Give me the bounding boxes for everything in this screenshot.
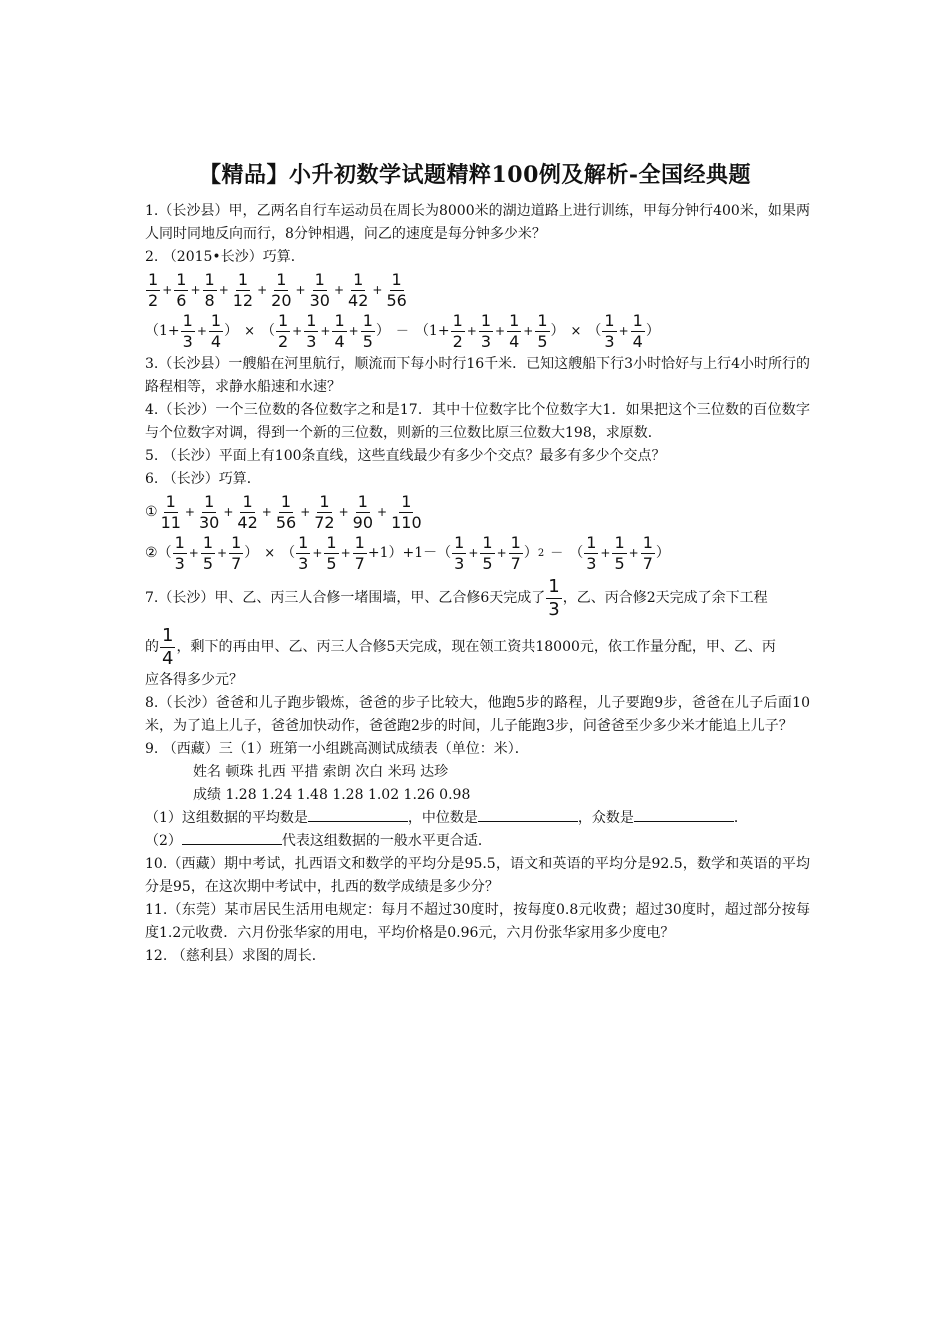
page-title: 【精品】小升初数学试题精粹100例及解析-全国经典题: [198, 162, 752, 188]
fraction: [269, 271, 293, 310]
plus-sign: +: [162, 283, 173, 297]
fraction: [159, 493, 183, 532]
question-2-label: 2. （2015•长沙）巧算．: [145, 249, 305, 265]
plus-sign: +: [257, 283, 268, 297]
fraction-numerator: 1: [182, 311, 193, 330]
plus-sign: +: [628, 546, 639, 560]
fraction-numerator: 1: [237, 270, 249, 289]
fraction: [479, 312, 493, 351]
question-7-text-d: ，剩下的再由甲、乙、丙三人合修5天完成，现在领工资共18000元，依工作量分配，甲、乙、丙: [176, 639, 776, 655]
fraction-denominator: 3: [548, 599, 560, 620]
fraction-numerator: 1: [632, 311, 643, 330]
open-paren: （: [260, 323, 275, 339]
fraction-denominator: 12: [232, 291, 254, 310]
fraction-denominator: 8: [204, 291, 215, 310]
fraction: [384, 271, 408, 310]
blank-representative[interactable]: [182, 830, 282, 845]
q9-s1a: （1）这组数据的平均数是: [145, 810, 308, 826]
question-7-text-a: 7.（长沙）甲、乙、丙三人合修一堵围墙，甲、乙合修6天完成了: [145, 590, 546, 606]
fraction-denominator: 42: [348, 291, 369, 310]
fraction: [324, 534, 338, 573]
close-paren: ）: [224, 323, 239, 339]
fraction-denominator: 3: [182, 332, 193, 351]
fraction-denominator: 72: [314, 513, 335, 532]
fraction-numerator: 1: [334, 311, 345, 330]
fraction-numerator: 1: [204, 492, 215, 511]
fraction-denominator: 56: [386, 291, 407, 310]
close-paren: ）: [645, 323, 660, 339]
question-7-text-c: 的: [145, 639, 159, 655]
plus-sign: +: [223, 505, 234, 519]
question-list: [145, 200, 810, 968]
times-sign: ×: [244, 324, 255, 339]
fraction-numerator: 1: [174, 533, 185, 552]
fraction-numerator: 1: [362, 311, 373, 330]
fraction-denominator: 4: [210, 332, 222, 351]
fraction-denominator: 4: [632, 332, 643, 351]
fraction-numerator: 1: [231, 533, 242, 552]
fraction-numerator: 1: [162, 625, 174, 646]
fraction: [276, 312, 290, 351]
fraction-numerator: 1: [319, 492, 330, 511]
plus-one-minus: +1－: [402, 545, 438, 561]
fraction: [181, 312, 195, 351]
circled-number-2: ②: [145, 545, 158, 561]
plus-sign: +: [333, 283, 345, 297]
fraction: [203, 271, 217, 310]
fraction-numerator: 1: [509, 311, 520, 330]
fraction: [452, 534, 466, 573]
plus-sign: +: [372, 283, 383, 297]
close-paren: ）: [523, 545, 538, 561]
fraction-numerator: 1: [306, 311, 317, 330]
fraction: [201, 534, 215, 573]
fraction-denominator: 5: [202, 554, 213, 573]
fraction-denominator: 11: [160, 513, 181, 532]
fraction-numerator: 1: [548, 576, 560, 597]
fraction: [480, 534, 494, 573]
fraction-denominator: 4: [334, 332, 345, 351]
fraction: [389, 493, 424, 532]
plus-sign: +: [261, 505, 272, 519]
question-6-expression-2: [145, 534, 810, 573]
question-9-label: 9. （西藏）三（1）班第一小组跳高测试成绩表（单位：米）．: [145, 741, 529, 757]
question-9-names-row: 姓名 顿珠 扎西 平措 索朗 次白 米玛 达珍: [193, 764, 449, 780]
fraction-numerator: 1: [314, 270, 325, 289]
question-8: 8.（长沙）爸爸和儿子跑步锻炼，爸爸的步子比较大，他跑5步的路程，儿子要跑9步，爸爸在儿子后面10米，为了追上儿子，爸爸加快动作，爸爸跑2步的时间，儿子能跑3步，问爸爸至少多少米才能追上儿子？: [145, 695, 810, 734]
open-paren: （: [437, 545, 452, 561]
fraction-denominator: 2: [452, 332, 463, 351]
fraction-numerator: 1: [202, 533, 213, 552]
fraction-denominator: 4: [162, 648, 174, 669]
blank-mode[interactable]: [634, 807, 734, 822]
circled-number-1: ①: [145, 504, 158, 520]
fraction-numerator: 1: [586, 533, 597, 552]
fraction-denominator: 20: [271, 291, 292, 310]
close-paren: ）: [375, 323, 390, 339]
fraction-denominator: 3: [454, 554, 465, 573]
fraction-denominator: 5: [537, 332, 548, 351]
question-9-part-2: [145, 830, 810, 853]
fraction-denominator: 30: [309, 291, 330, 310]
fraction: [308, 271, 332, 310]
open-paren: （: [281, 545, 296, 561]
fraction-numerator: 1: [204, 270, 215, 289]
fraction-denominator: 3: [586, 554, 597, 573]
q9-s2b: 代表这组数据的一般水平更合适．: [281, 833, 492, 849]
fraction-denominator: 3: [480, 332, 492, 351]
fraction-numerator: 1: [537, 311, 548, 330]
fraction-denominator: 2: [148, 291, 159, 310]
fraction-denominator: 3: [306, 332, 317, 351]
fraction: [312, 493, 336, 532]
question-2-expression-2: [145, 312, 810, 351]
fraction-denominator: 7: [354, 554, 365, 573]
plus-sign: +: [218, 283, 229, 297]
fraction: [173, 534, 187, 573]
fraction-numerator: 1: [642, 533, 653, 552]
fraction-numerator: 1: [298, 533, 309, 552]
plus-sign: +: [618, 324, 629, 338]
fraction-denominator: 30: [198, 513, 220, 532]
fraction: [351, 493, 375, 532]
fraction-numerator: 1: [452, 311, 463, 330]
fraction: [641, 534, 655, 573]
fraction-denominator: 5: [482, 554, 493, 573]
question-7-line-1: [145, 577, 810, 620]
fraction: [231, 271, 255, 310]
fraction-denominator: 7: [231, 554, 242, 573]
question-10: 10.（西藏）期中考试，扎西语文和数学的平均分是95.5，语文和英语的平均分是92.5，数学和英语的平均分是95，在这次期中考试中，扎西的数学成绩是多少分？: [145, 856, 810, 895]
fraction-denominator: 56: [275, 513, 297, 532]
open-paren: （1+: [145, 323, 180, 339]
plus-sign: +: [600, 546, 611, 560]
fraction: [451, 312, 465, 351]
fraction-denominator: 110: [391, 513, 422, 532]
fraction-denominator: 5: [326, 554, 337, 573]
fraction-numerator: 1: [391, 270, 402, 289]
fraction: [146, 271, 160, 310]
fraction-numerator: 1: [354, 533, 365, 552]
plus-sign: +: [188, 546, 199, 560]
fraction-numerator: 1: [401, 492, 412, 511]
fraction-numerator: 1: [280, 492, 292, 511]
open-paren: （1+: [414, 323, 450, 339]
close-paren: ）: [550, 323, 565, 339]
fraction-numerator: 1: [353, 270, 364, 289]
plus-sign: +: [184, 505, 195, 519]
fraction-denominator: 90: [352, 513, 374, 532]
open-paren: （: [569, 545, 584, 561]
question-7-text-b: ，乙、丙合修2天完成了余下工程: [562, 590, 768, 606]
fraction-denominator: 42: [237, 513, 258, 532]
question-2-expression-1: [145, 271, 810, 310]
plus-sign: +: [295, 283, 306, 297]
fraction-numerator: 1: [277, 311, 289, 330]
fraction-denominator: 3: [604, 332, 615, 351]
minus-sign: －: [395, 324, 409, 339]
close-paren: ）: [655, 545, 670, 561]
fraction: [174, 271, 188, 310]
fraction: [346, 271, 370, 310]
blank-median[interactable]: [478, 807, 578, 822]
fraction-denominator: 3: [298, 554, 309, 573]
fraction: [197, 493, 221, 532]
fraction-denominator: 5: [614, 554, 625, 573]
open-paren: （: [157, 545, 172, 561]
q9-s1b: ，中位数是: [407, 810, 478, 826]
close-paren: ）: [244, 545, 259, 561]
plus-sign: +: [217, 546, 228, 560]
open-paren: （: [587, 323, 602, 339]
minus-sign: －: [550, 546, 564, 561]
question-11: 11.（东莞）某市居民生活用电规定：每月不超过30度时，按每度0.8元收费；超过30度时，超过部分按每度1.2元收费．六月份张华家的用电，平均价格是0.96元，六月份张华家用多少度电？: [145, 902, 810, 941]
fraction-denominator: 3: [174, 554, 185, 573]
fraction: [361, 312, 375, 351]
plus-sign: +: [466, 324, 477, 338]
plus-sign: +: [190, 283, 201, 297]
exponent: 2: [537, 548, 545, 559]
plus-sign: +: [340, 546, 351, 560]
question-12: 12. （慈利县）求图的周长．: [145, 948, 326, 964]
fraction-denominator: 2: [277, 332, 289, 351]
q9-s1c: ，众数是: [577, 810, 634, 826]
fraction: [535, 312, 549, 351]
fraction-numerator: 1: [165, 492, 176, 511]
fraction-one-quarter: [160, 626, 175, 669]
fraction-numerator: 1: [276, 270, 287, 289]
plus-sign: +: [348, 324, 359, 338]
fraction-numerator: 1: [210, 311, 222, 330]
plus-sign: +: [320, 324, 331, 338]
question-6-label: 6. （长沙）巧算．: [145, 471, 261, 487]
fraction: [353, 534, 367, 573]
q9-s1d: ．: [733, 810, 748, 826]
fraction: [602, 312, 616, 351]
question-4: 4.（长沙）一个三位数的各位数字之和是17．其中十位数字比个位数字大1．如果把这个三位数的百位数字与个位数字对调，得到一个新的三位数，则新的三位数比原三位数大198，求原数．: [145, 402, 810, 441]
fraction-numerator: 1: [604, 311, 615, 330]
fraction: [304, 312, 318, 351]
fraction: [332, 312, 346, 351]
times-sign: ×: [264, 546, 276, 561]
plus-sign: +: [523, 324, 534, 338]
plus-sign: +: [312, 546, 323, 560]
fraction-one-third: [546, 577, 561, 620]
fraction-numerator: 1: [357, 492, 368, 511]
question-6-expression-1: [145, 493, 810, 532]
fraction-numerator: 1: [454, 533, 465, 552]
fraction-numerator: 1: [480, 311, 492, 330]
fraction-numerator: 1: [242, 492, 253, 511]
q9-s2a: （2）: [145, 833, 182, 849]
blank-mean[interactable]: [308, 807, 408, 822]
fraction: [229, 534, 243, 573]
plus-sign: +: [300, 505, 311, 519]
question-3: 3.（长沙县）一艘船在河里航行，顺流而下每小时行16千米．已知这艘船下行3小时恰好与上行4小时所行的路程相等，求静水船速和水速？: [145, 356, 810, 395]
fraction-numerator: 1: [326, 533, 337, 552]
fraction: [274, 493, 298, 532]
plus-sign: +: [496, 546, 507, 560]
fraction: [631, 312, 645, 351]
fraction-numerator: 1: [148, 270, 159, 289]
question-9-scores-row: 成绩 1.28 1.24 1.48 1.28 1.02 1.26 0.98: [193, 787, 471, 803]
plus-sign: +: [495, 324, 506, 338]
question-1: 1.（长沙县）甲，乙两名自行车运动员在周长为8000米的湖边道路上进行训练，甲每分钟行400米，如果两人同时同地反向而行，8分钟相遇，问乙的速度是每分钟多少米？: [145, 203, 810, 242]
fraction: [209, 312, 223, 351]
plus-sign: +: [377, 505, 388, 519]
fraction: [584, 534, 598, 573]
plus-sign: +: [468, 546, 479, 560]
fraction-numerator: 1: [614, 533, 625, 552]
fraction-denominator: 6: [176, 291, 187, 310]
plus-sign: +: [196, 324, 207, 338]
fraction-denominator: 7: [642, 554, 653, 573]
fraction-numerator: 1: [482, 533, 493, 552]
question-5: 5. （长沙）平面上有100条直线，这些直线最少有多少个交点？最多有多少个交点？: [145, 448, 666, 464]
fraction: [509, 534, 523, 573]
times-sign: ×: [570, 324, 582, 339]
question-9-part-1: [145, 807, 810, 830]
fraction-denominator: 7: [510, 554, 521, 573]
plus-one-close: +1）: [367, 545, 403, 561]
fraction: [296, 534, 310, 573]
fraction: [235, 493, 259, 532]
fraction-denominator: 5: [362, 332, 373, 351]
fraction-numerator: 1: [510, 533, 521, 552]
fraction-denominator: 4: [509, 332, 520, 351]
fraction: [507, 312, 521, 351]
plus-sign: +: [292, 324, 303, 338]
fraction: [612, 534, 626, 573]
fraction-numerator: 1: [176, 270, 187, 289]
question-7-line-2: [145, 626, 810, 669]
question-7-text-e: 应各得多少元？: [145, 672, 243, 688]
plus-sign: +: [338, 505, 349, 519]
